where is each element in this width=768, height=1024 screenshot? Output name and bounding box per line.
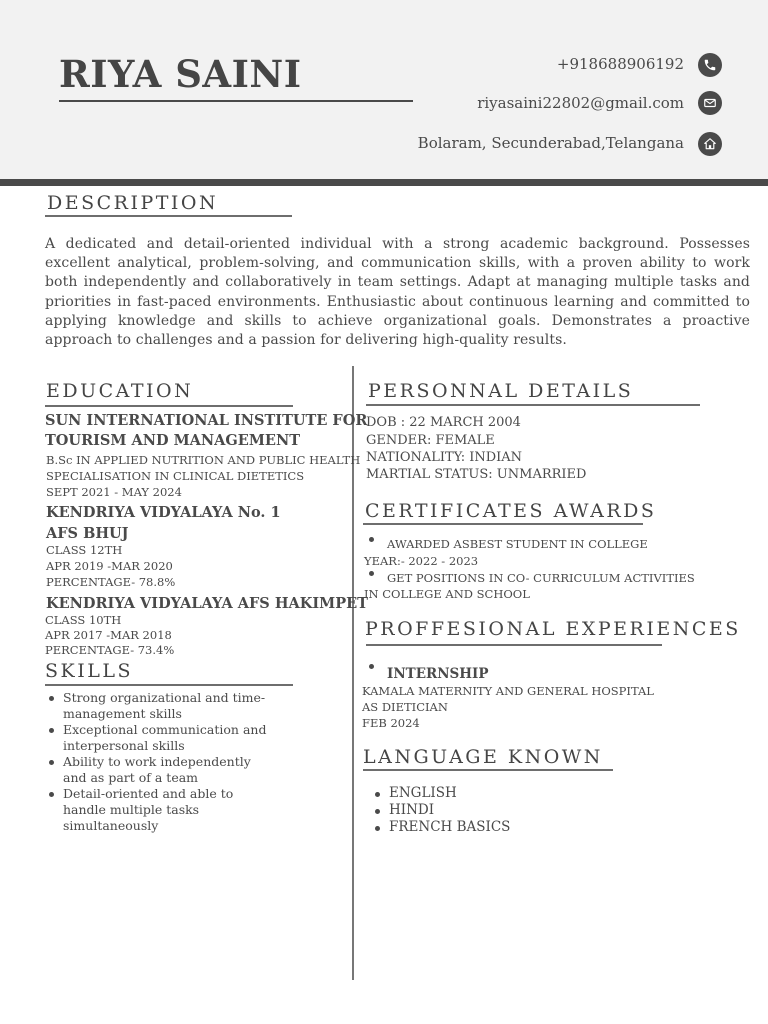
home-icon	[698, 132, 722, 156]
list-item: ENGLISH	[372, 785, 510, 802]
nationality-text: NATIONALITY: INDIAN	[366, 450, 523, 465]
languages-heading: LANGUAGE KNOWN	[363, 746, 603, 768]
award-year: YEAR:- 2022 - 2023	[364, 554, 479, 568]
list-item: HINDI	[372, 802, 510, 819]
experience-position: AS DIETICIAN	[362, 700, 448, 714]
class-text: CLASS 10TH	[45, 613, 122, 627]
skills-heading: SKILLS	[45, 660, 133, 682]
percentage-text: PERCENTAGE- 78.8%	[46, 575, 176, 589]
list-item: FRENCH BASICS	[372, 819, 510, 836]
institution-name: AFS BHUJ	[46, 525, 129, 542]
skills-underline	[45, 684, 293, 686]
personal-details-heading: PERSONNAL DETAILS	[368, 380, 634, 402]
experience-underline	[366, 644, 662, 646]
name-underline	[59, 100, 413, 102]
candidate-name: RIYA SAINI	[59, 52, 302, 96]
list-item: GET POSITIONS IN CO- CURRICULUM ACTIVITIES	[366, 571, 695, 587]
gender-text: GENDER: FEMALE	[366, 433, 495, 448]
home-address: Bolaram, Secunderabad,Telangana	[417, 134, 684, 152]
education-underline	[45, 405, 293, 407]
education-heading: EDUCATION	[46, 380, 194, 402]
certificates-underline	[363, 523, 643, 525]
languages-list	[372, 785, 510, 836]
description-heading: DESCRIPTION	[47, 192, 219, 214]
experience-org: KAMALA MATERNITY AND GENERAL HOSPITAL	[362, 684, 654, 698]
education-dates: SEPT 2021 - MAY 2024	[46, 485, 182, 499]
experience-date: FEB 2024	[362, 716, 420, 730]
marital-status-text: MARTIAL STATUS: UNMARRIED	[366, 467, 587, 482]
experience-heading: PROFFESIONAL EXPERIENCES	[365, 618, 741, 640]
list-item: Exceptional communication and interpersonal skills	[46, 722, 276, 754]
institution-name: TOURISM AND MANAGEMENT	[45, 432, 300, 449]
description-text: A dedicated and detail-oriented individual with a strong academic background. Possesses excellent analytical, problem-solving, and communication skills, with a proven ability to work both independently and collaboratively in team settings. Adapt at managing multiple tasks and priorities in fast-paced environments. Enthusiastic about continuous learning and committed to applying knowledge and skills to achieve organizational goals. Demonstrates a proactive approach to challenges and a passion for delivering high-quality results.	[45, 236, 750, 349]
certificates-heading: CERTIFICATES AWARDS	[365, 500, 657, 522]
percentage-text: PERCENTAGE- 73.4%	[45, 643, 175, 657]
header-divider-bar	[0, 179, 768, 186]
institution-name: KENDRIYA VIDYALAYA No. 1	[46, 504, 281, 521]
personal-details-underline	[366, 404, 700, 406]
education-dates: APR 2019 -MAR 2020	[46, 559, 173, 573]
phone-number[interactable]: +918688906192	[556, 55, 684, 73]
institution-name: KENDRIYA VIDYALAYA AFS HAKIMPET	[46, 595, 368, 612]
list-item: Detail-oriented and able to handle multiple tasks simultaneously	[46, 786, 276, 834]
education-dates: APR 2017 -MAR 2018	[45, 628, 172, 642]
list-item: AWARDED ASBEST STUDENT IN COLLEGE	[366, 537, 648, 553]
skills-list	[46, 690, 276, 834]
certificates-list	[366, 537, 648, 553]
specialisation-text: SPECIALISATION IN CLINICAL DIETETICS	[46, 469, 305, 483]
list-item: Strong organizational and time- management skills	[46, 690, 276, 722]
list-item: INTERNSHIP	[366, 664, 489, 684]
class-text: CLASS 12TH	[46, 543, 123, 557]
experience-list	[366, 664, 489, 684]
certificates-list	[366, 571, 695, 587]
degree-text: B.Sc IN APPLIED NUTRITION AND PUBLIC HEALTH	[46, 453, 361, 467]
languages-underline	[363, 769, 613, 771]
envelope-icon	[698, 91, 722, 115]
phone-icon	[698, 53, 722, 77]
email-address[interactable]: riyasaini22802@gmail.com	[477, 94, 684, 112]
institution-name: SUN INTERNATIONAL INSTITUTE FOR	[45, 412, 368, 429]
dob-text: DOB : 22 MARCH 2004	[366, 415, 521, 430]
list-item: Ability to work independently and as part of a team	[46, 754, 276, 786]
award-text: IN COLLEGE AND SCHOOL	[364, 587, 530, 601]
description-underline	[45, 215, 292, 217]
